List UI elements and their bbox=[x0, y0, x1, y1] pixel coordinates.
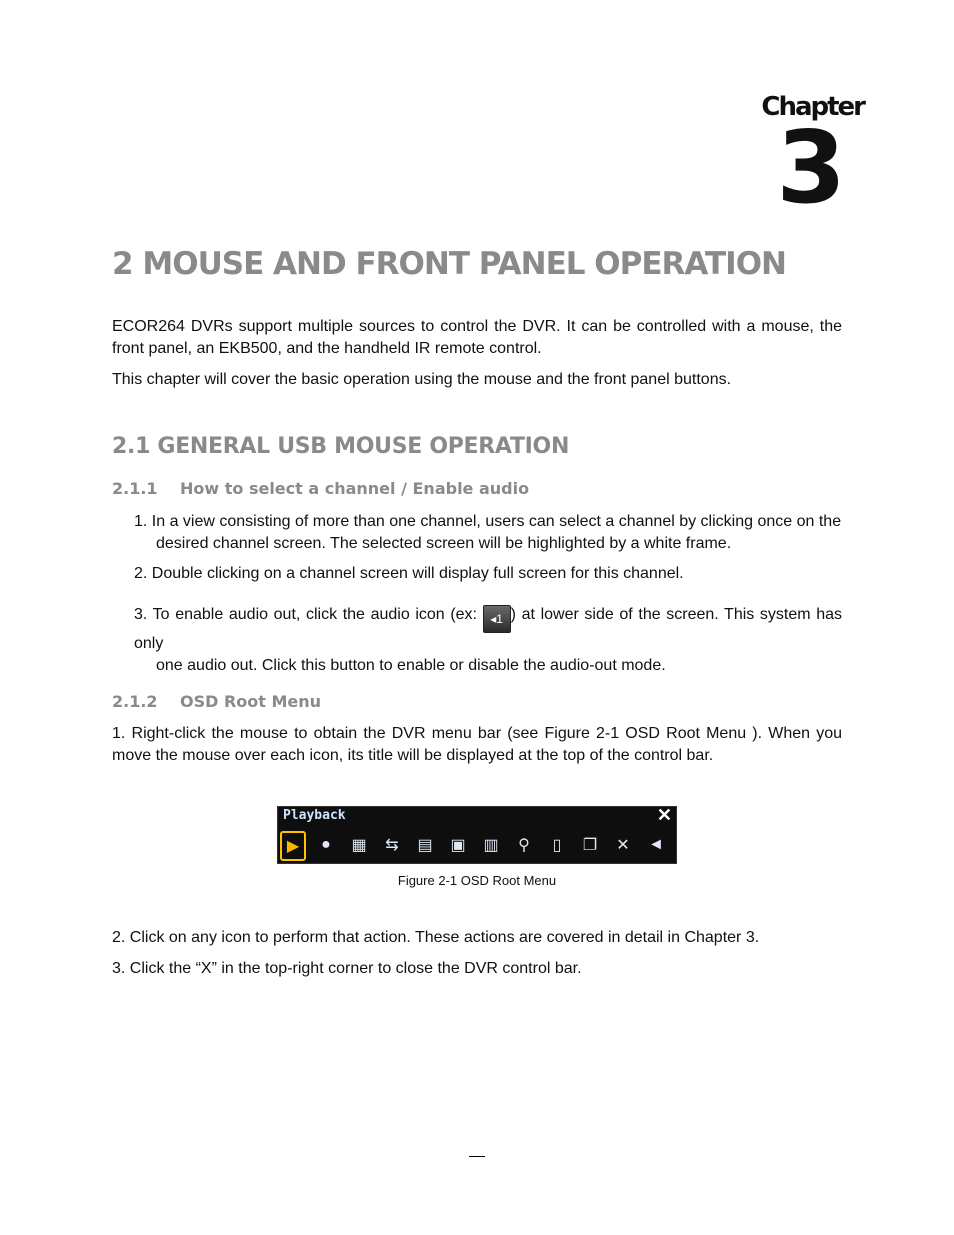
subsection-heading-2-1-1 bbox=[112, 479, 529, 498]
page-title: 2 MOUSE AND FRONT PANEL OPERATION bbox=[112, 246, 786, 282]
toolbar-icons bbox=[280, 831, 669, 861]
mouse-icon: ● bbox=[321, 836, 331, 853]
osd-paragraph-1: 1. Right-click the mouse to obtain the DVR menu bar (see Figure 2-1 OSD Root Menu ). When you move the mouse over each icon, its title will be displayed at the top of the control bar. bbox=[112, 725, 842, 764]
subsection-number: 2.1.1 bbox=[112, 479, 158, 498]
intro-paragraph-1: ECOR264 DVRs support multiple sources to control the DVR. It can be controlled with a mouse, the front panel, an EKB500, and the handheld IR remote control. bbox=[112, 318, 842, 357]
subsection-heading-2-1-2 bbox=[112, 692, 321, 711]
footer-rule bbox=[469, 1156, 485, 1157]
list-item-text: 3. To enable audio out, click the audio icon (ex: bbox=[134, 606, 477, 623]
audio-icon: ◂1 bbox=[483, 605, 511, 633]
osd-paragraph-3: 3. Click the “X” in the top-right corner to close the DVR control bar. bbox=[112, 960, 582, 977]
document-icon: ▯ bbox=[552, 837, 562, 854]
list-item bbox=[134, 511, 842, 555]
subsection-number: 2.1.2 bbox=[112, 692, 158, 711]
list-item-text: 1. In a view consisting of more than one channel, users can select a channel by clicking once on the bbox=[134, 513, 842, 530]
toolbar-title: Playback bbox=[283, 808, 346, 823]
copy-icon: ❐ bbox=[582, 837, 598, 854]
figure-caption: Figure 2-1 OSD Root Menu bbox=[397, 873, 557, 888]
intro-paragraph-2: This chapter will cover the basic operation using the mouse and the front panel buttons. bbox=[112, 371, 732, 388]
list-item-text: ) at lower side of the screen. This system has only bbox=[134, 606, 842, 652]
play-icon: ▶ bbox=[280, 831, 306, 861]
chapter-number: 3 bbox=[776, 109, 846, 226]
section-heading-2-1: 2.1 GENERAL USB MOUSE OPERATION bbox=[112, 434, 570, 459]
subsection-title: How to select a channel / Enable audio bbox=[180, 479, 530, 498]
list-item-continuation: desired channel screen. The selected screen will be highlighted by a white frame. bbox=[156, 535, 732, 552]
chapter-label: Chapter bbox=[761, 92, 864, 122]
list-item-text: 2. Double clicking on a channel screen will display full screen for this channel. bbox=[134, 565, 684, 582]
osd-root-menu-figure bbox=[277, 806, 677, 864]
close-icon: ✕ bbox=[656, 805, 672, 825]
speaker-icon: ◄ bbox=[648, 836, 664, 853]
list-item bbox=[134, 563, 842, 585]
osd-paragraph-2: 2. Click on any icon to perform that action. These actions are covered in detail in Chapter 3. bbox=[112, 929, 760, 946]
subsection-title: OSD Root Menu bbox=[180, 692, 322, 711]
list-item-continuation: one audio out. Click this button to enable or disable the audio-out mode. bbox=[156, 657, 666, 674]
swap-icon: ⇆ bbox=[385, 837, 399, 854]
monitor-icon: ▦ bbox=[351, 837, 367, 854]
single-screen-icon: ▥ bbox=[483, 837, 499, 854]
multi-screen-icon: ▣ bbox=[450, 837, 466, 854]
display-icon: ▤ bbox=[417, 837, 433, 854]
search-icon: ⚲ bbox=[518, 837, 530, 854]
list-item bbox=[134, 604, 842, 677]
tools-icon: ✕ bbox=[616, 837, 630, 854]
